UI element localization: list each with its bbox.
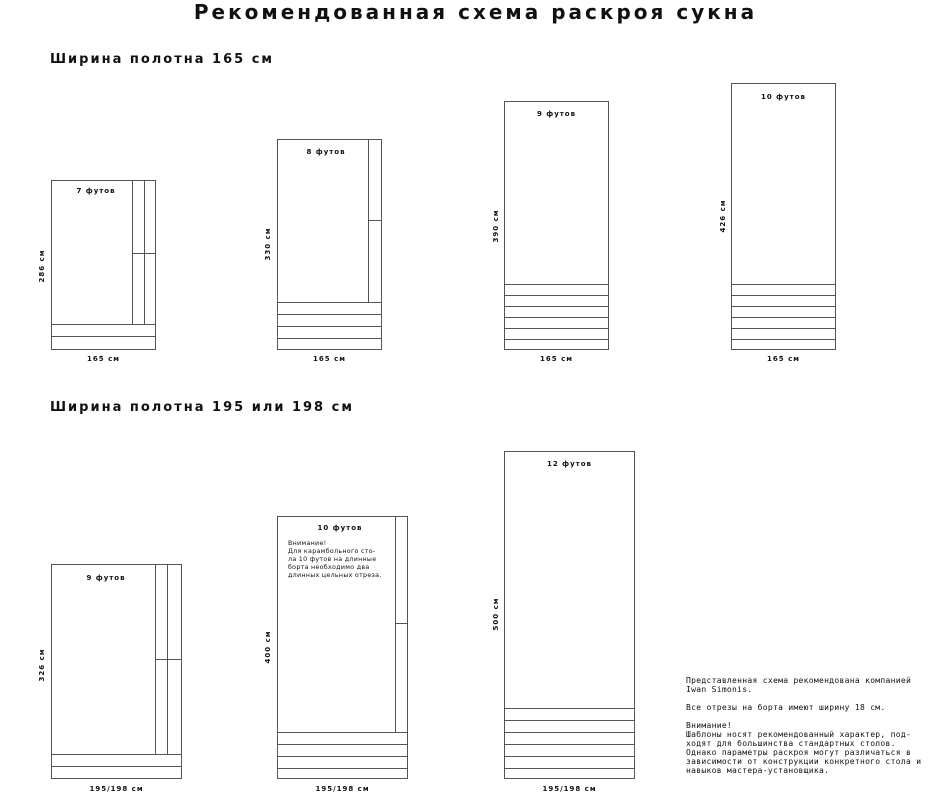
width-label: 195/198 см bbox=[315, 785, 370, 793]
cushion-strip bbox=[504, 708, 634, 709]
cushion-strip bbox=[504, 339, 608, 340]
cushion-strip-split bbox=[132, 253, 155, 254]
cloth-sheet bbox=[51, 564, 182, 779]
cushion-strip bbox=[277, 732, 407, 733]
table-size-label: 12 футов bbox=[547, 460, 592, 468]
info-warning: Внимание! Шаблоны носят рекомендованный характер, под- ходят для большинства стандартных столов. Однако параметры раскроя могут различаться в зависимости от конструкции конкретного стола и навыков мастера-установщика. bbox=[686, 721, 922, 775]
cushion-strip bbox=[731, 317, 835, 318]
cushion-strip-divider bbox=[395, 517, 396, 732]
cushion-strip bbox=[504, 720, 634, 721]
width-label: 165 см bbox=[767, 355, 800, 363]
cushion-strip bbox=[504, 768, 634, 769]
cushion-strip bbox=[277, 326, 381, 327]
cushion-strip bbox=[504, 756, 634, 757]
table-size-label: 9 футов bbox=[86, 574, 126, 582]
cushion-strip bbox=[51, 324, 155, 325]
table-size-label: 10 футов bbox=[761, 93, 806, 101]
cushion-strip bbox=[504, 306, 608, 307]
width-label: 195/198 см bbox=[89, 785, 144, 793]
cushion-strip-split bbox=[368, 220, 381, 221]
info-notes bbox=[686, 676, 926, 784]
cushion-strip bbox=[504, 295, 608, 296]
cushion-strip-split bbox=[395, 623, 407, 624]
section-title-195: Ширина полотна 195 или 198 см bbox=[50, 400, 354, 415]
cushion-strip bbox=[277, 768, 407, 769]
cushion-strip bbox=[731, 306, 835, 307]
cushion-strip-split bbox=[155, 659, 181, 660]
info-recommendation: Представленная схема рекомендована компанией Iwan Simonis. bbox=[686, 676, 912, 694]
table-size-label: 9 футов bbox=[536, 110, 577, 118]
cushion-strip bbox=[277, 338, 381, 339]
cushion-strip bbox=[277, 314, 381, 315]
length-label: 500 см bbox=[492, 597, 500, 631]
cushion-strip bbox=[277, 302, 381, 303]
length-label: 286 см bbox=[38, 249, 46, 283]
table-size-label: 8 футов bbox=[306, 148, 346, 156]
length-label: 330 см bbox=[264, 227, 272, 261]
carom-warning-note: Внимание! Для карамбольного сто- ла 10 футов на длинные борта необходимо два длинных цельных отреза. bbox=[288, 540, 382, 579]
cushion-strip-divider bbox=[368, 140, 369, 302]
cloth-sheet bbox=[731, 83, 836, 350]
length-label: 426 см bbox=[719, 199, 727, 233]
length-label: 390 см bbox=[492, 209, 500, 243]
width-label: 165 см bbox=[540, 355, 573, 363]
cushion-strip bbox=[51, 766, 181, 767]
cushion-strip bbox=[504, 317, 608, 318]
cushion-strip bbox=[504, 284, 608, 285]
page-title: Рекомендованная схема раскроя сукна bbox=[193, 0, 758, 24]
table-size-label: 10 футов bbox=[317, 524, 363, 532]
cushion-strip bbox=[51, 754, 181, 755]
cushion-strip bbox=[731, 328, 835, 329]
cushion-strip bbox=[731, 284, 835, 285]
cloth-sheet bbox=[277, 139, 382, 350]
cushion-strip bbox=[51, 336, 155, 337]
section-title-165: Ширина полотна 165 см bbox=[50, 52, 275, 67]
cushion-strip bbox=[504, 744, 634, 745]
info-strip-width: Все отрезы на борта имеют ширину 18 см. bbox=[686, 703, 886, 712]
cushion-strip bbox=[731, 339, 835, 340]
cloth-sheet bbox=[504, 451, 635, 779]
length-label: 326 см bbox=[38, 648, 46, 682]
cloth-sheet bbox=[504, 101, 609, 350]
width-label: 165 см bbox=[313, 355, 346, 363]
cushion-strip bbox=[504, 328, 608, 329]
cushion-strip bbox=[277, 744, 407, 745]
cushion-strip bbox=[504, 732, 634, 733]
cushion-strip bbox=[731, 295, 835, 296]
length-label: 400 см bbox=[264, 630, 272, 664]
width-label: 195/198 см bbox=[542, 785, 597, 793]
table-size-label: 7 футов bbox=[76, 187, 116, 195]
width-label: 165 см bbox=[87, 355, 120, 363]
cushion-strip bbox=[277, 756, 407, 757]
